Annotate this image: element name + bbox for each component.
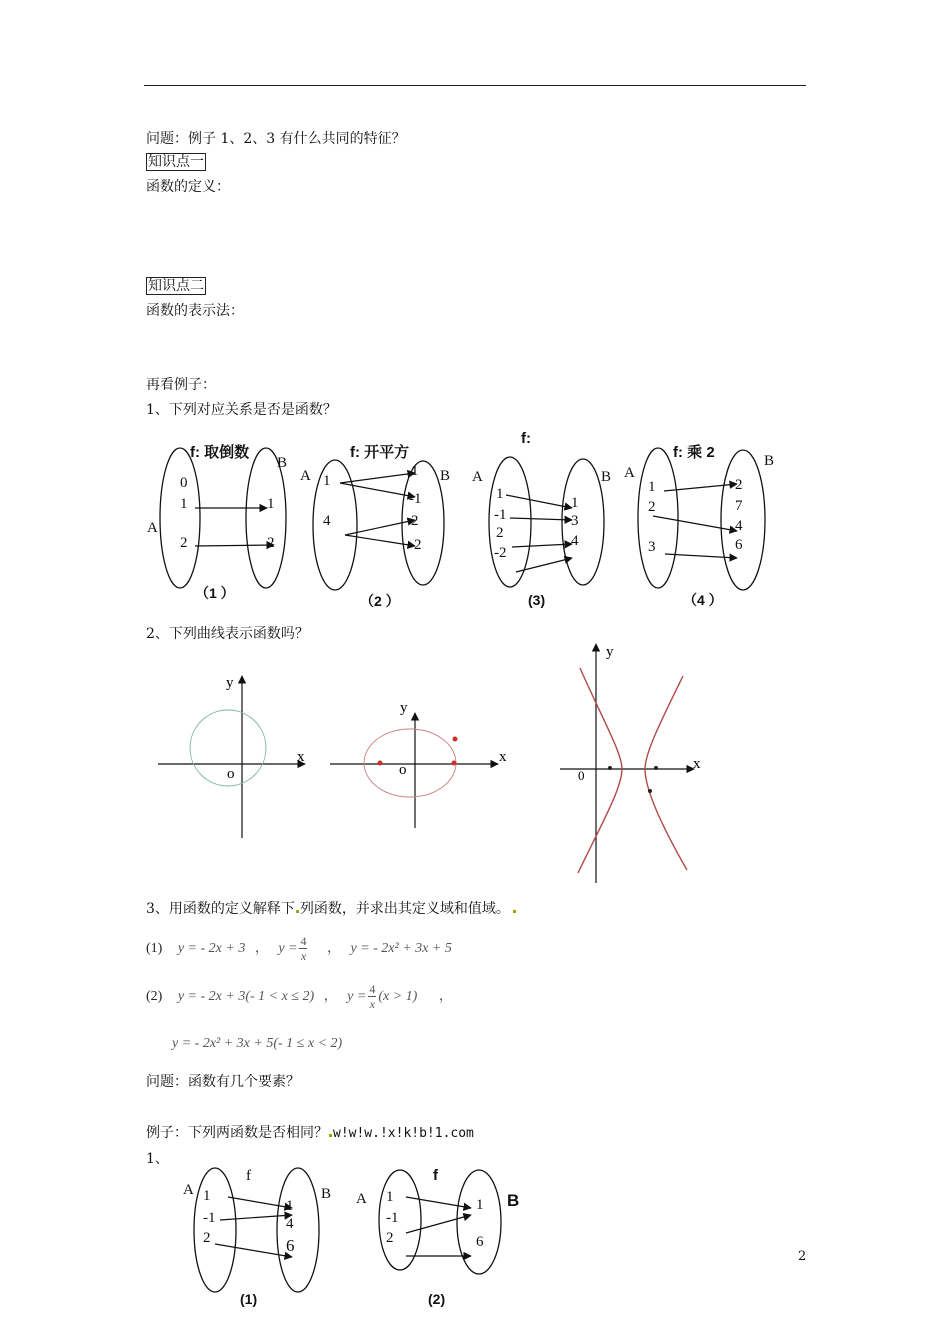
m6-b-item: 6 [476,1234,484,1250]
m4-a-item: 3 [648,539,656,555]
m4-set-b-label: B [764,453,775,469]
m2-arrow [340,483,415,497]
graph-ellipse [330,700,507,828]
m3-set-b-ellipse [562,459,604,585]
m2-a-item: 1 [323,473,331,489]
hyperbola-point [654,766,658,770]
definition-label: 函数的定义： [146,179,230,195]
m4-a-item: 2 [648,499,656,515]
equation-reciprocal-domain: (x > 1) [378,989,418,1004]
ellipse-point [378,761,383,766]
m6-set-b-label: B [507,1191,520,1210]
m1-number: （1 ） [195,585,235,601]
m3-a-item: 1 [496,486,504,502]
knowledge-point-1: 知识点一 [148,154,204,170]
m4-number: （4 ） [683,592,723,608]
fraction-numerator: 4 [300,934,307,949]
hyperbola-point [648,789,652,793]
m2-arrow [340,473,415,483]
m4-arrow [653,516,737,531]
separator: ， [438,989,453,1004]
m5-caption: f [246,1168,251,1184]
m4-caption: f: 乘 2 [673,444,715,461]
question-3-part1: 3、用函数的定义解释下 [146,901,295,917]
m3-a-item: -2 [494,545,507,561]
m6-number: (2) [428,1291,446,1307]
item-1-label: 1、 [146,1151,169,1167]
question-3 [146,900,517,918]
m1-a-item: 0 [180,475,188,491]
m2-b-item: -2 [409,537,422,553]
graph2-origin-label: o [399,762,407,778]
knowledge-point-2: 知识点二 [148,278,204,294]
equation-quadratic: y = - 2x² + 3x + 5 [350,941,452,956]
equation-line-2 [146,976,453,1018]
m4-b-item: 7 [735,498,743,514]
m2-set-b-label: B [440,468,451,484]
m1-set-a-label: A [147,520,158,536]
m1-set-a-ellipse [160,448,200,588]
m2-number: （2 ） [360,593,400,609]
m5-number: (1) [240,1291,258,1307]
m6-a-item: 1 [386,1189,394,1205]
hyperbola-point [608,766,612,770]
example-site-text: w!w!w.!x!k!b!1.com [333,1126,474,1141]
graph-circle [158,675,305,838]
m1-caption: f: 取倒数 [190,444,250,461]
m5-b-item: 1 [286,1198,294,1214]
question-elements: 问题：函数有几个要素？ [146,1074,300,1090]
equation-linear-domain: y = - 2x + 3(- 1 < x ≤ 2) [177,989,315,1004]
m1-a-item: 1 [180,496,188,512]
m5-a-item: 2 [203,1230,211,1246]
graph3-x-label: x [693,756,701,772]
m3-b-item: 4 [571,533,579,549]
separator: ， [254,941,269,956]
m5-arrow [215,1244,292,1257]
m5-set-a-ellipse [194,1168,236,1292]
m6-a-item: 2 [386,1230,394,1246]
look-again-label: 再看例子： [146,377,216,393]
graph2-x-label: x [499,749,507,765]
graph1-y-label: y [226,675,234,691]
m3-number: (3) [528,592,546,608]
fraction-denominator: x [369,997,375,1012]
separator: ， [323,989,338,1004]
m6-caption: f [433,1167,438,1184]
equation-linear: y = - 2x + 3 [177,941,246,956]
m2-caption: f: 开平方 [350,444,410,461]
m3-arrow [516,558,572,572]
m5-arrow [228,1197,292,1208]
fraction-denominator: x [300,949,307,964]
m1-a-item: 2 [180,535,188,551]
m3-b-item: 3 [571,513,579,529]
header-rule [144,85,806,86]
m5-set-b-label: B [321,1186,332,1202]
m6-a-item: -1 [386,1210,399,1226]
question-common-features: 问题：例子 1、2、3 有什么共同的特征？ [146,131,406,147]
marker-dot [513,910,516,913]
m4-b-item: 2 [735,477,743,493]
m4-b-item: 6 [735,537,743,553]
equation-line-3 [172,1036,342,1052]
m5-b-item: 6 [286,1236,295,1255]
m3-arrow [506,495,572,508]
graph-hyperbola [560,644,701,883]
separator: ， [326,941,341,956]
m6-arrow [406,1197,471,1208]
m2-set-a-ellipse [313,460,357,590]
example-same-functions [146,1124,474,1143]
ellipse-point [453,737,458,742]
equation-reciprocal-fraction [299,934,307,963]
m6-set-b-ellipse [457,1170,501,1274]
graph3-zero-label: 0 [578,768,585,783]
m5-arrow [220,1215,292,1220]
page-number: 2 [798,1249,807,1264]
m6-b-item: 1 [476,1197,484,1213]
mapping-diagrams-2 [180,1160,540,1310]
m4-a-item: 1 [648,479,656,495]
part-1-label: (1) [146,941,163,956]
m4-arrow [665,554,737,558]
m3-set-a-label: A [472,469,483,485]
m3-a-item: -1 [494,507,507,523]
m3-caption: f: [521,430,531,447]
m1-b-item: 1 [267,496,275,512]
m2-a-item: 4 [323,513,331,529]
m1-set-b-label: B [277,455,288,471]
graph1-origin-label: o [227,766,235,782]
question-1: 1、下列对应关系是否是函数？ [146,402,337,418]
representation-label: 函数的表示法： [146,303,244,319]
m2-b-item: -1 [409,491,422,507]
question-2: 2、下列曲线表示函数吗？ [146,626,309,642]
m1-b-item: 2 [267,535,275,551]
m2-set-a-label: A [300,468,311,484]
m2-arrow [345,520,415,535]
equation-line-1 [146,928,452,970]
equation-quadratic-domain: y = - 2x² + 3x + 5(- 1 ≤ x < 2) [172,1036,343,1051]
graph2-y-label: y [400,700,408,716]
m5-a-item: -1 [203,1210,216,1226]
graph1-x-label: x [297,749,305,765]
m3-b-item: 1 [571,495,579,511]
hyperbola-right-branch [645,676,687,870]
m3-arrow [510,518,572,520]
m5-set-b-ellipse [277,1168,319,1292]
m2-b-item: 1 [411,463,419,479]
m3-a-item: 2 [496,525,504,541]
m6-arrow [406,1215,471,1233]
m5-b-item: 4 [286,1216,294,1232]
mapping-diagrams-1 [140,425,800,615]
m4-set-a-label: A [624,465,635,481]
ellipse-point [452,761,457,766]
m4-set-a-ellipse [638,448,678,588]
hyperbola-left-branch [578,668,622,873]
example-text: 例子：下列两函数是否相同？ [146,1125,328,1141]
m2-b-item: 2 [411,513,419,529]
graph3-y-label: y [606,644,614,660]
m3-set-b-label: B [601,469,612,485]
m4-arrow [664,484,737,491]
m5-a-item: 1 [203,1188,211,1204]
equation-reciprocal-fraction [368,982,376,1011]
marker-dot [329,1134,332,1137]
m4-set-b-ellipse [721,450,765,590]
m4-b-item: 4 [735,518,743,534]
m6-set-a-label: A [356,1191,367,1207]
equation-reciprocal-lhs: y = [347,989,367,1004]
equation-reciprocal-lhs: y = [278,941,298,956]
m1-arrow [195,545,274,546]
part-2-label: (2) [146,989,163,1004]
m2-set-b-ellipse [402,461,444,585]
curve-graphs [150,638,730,888]
fraction-numerator: 4 [369,982,376,997]
question-3-part2: 列函数，并求出其定义域和值域。 [299,901,510,917]
marker-dot [296,910,299,913]
m5-set-a-label: A [183,1182,194,1198]
